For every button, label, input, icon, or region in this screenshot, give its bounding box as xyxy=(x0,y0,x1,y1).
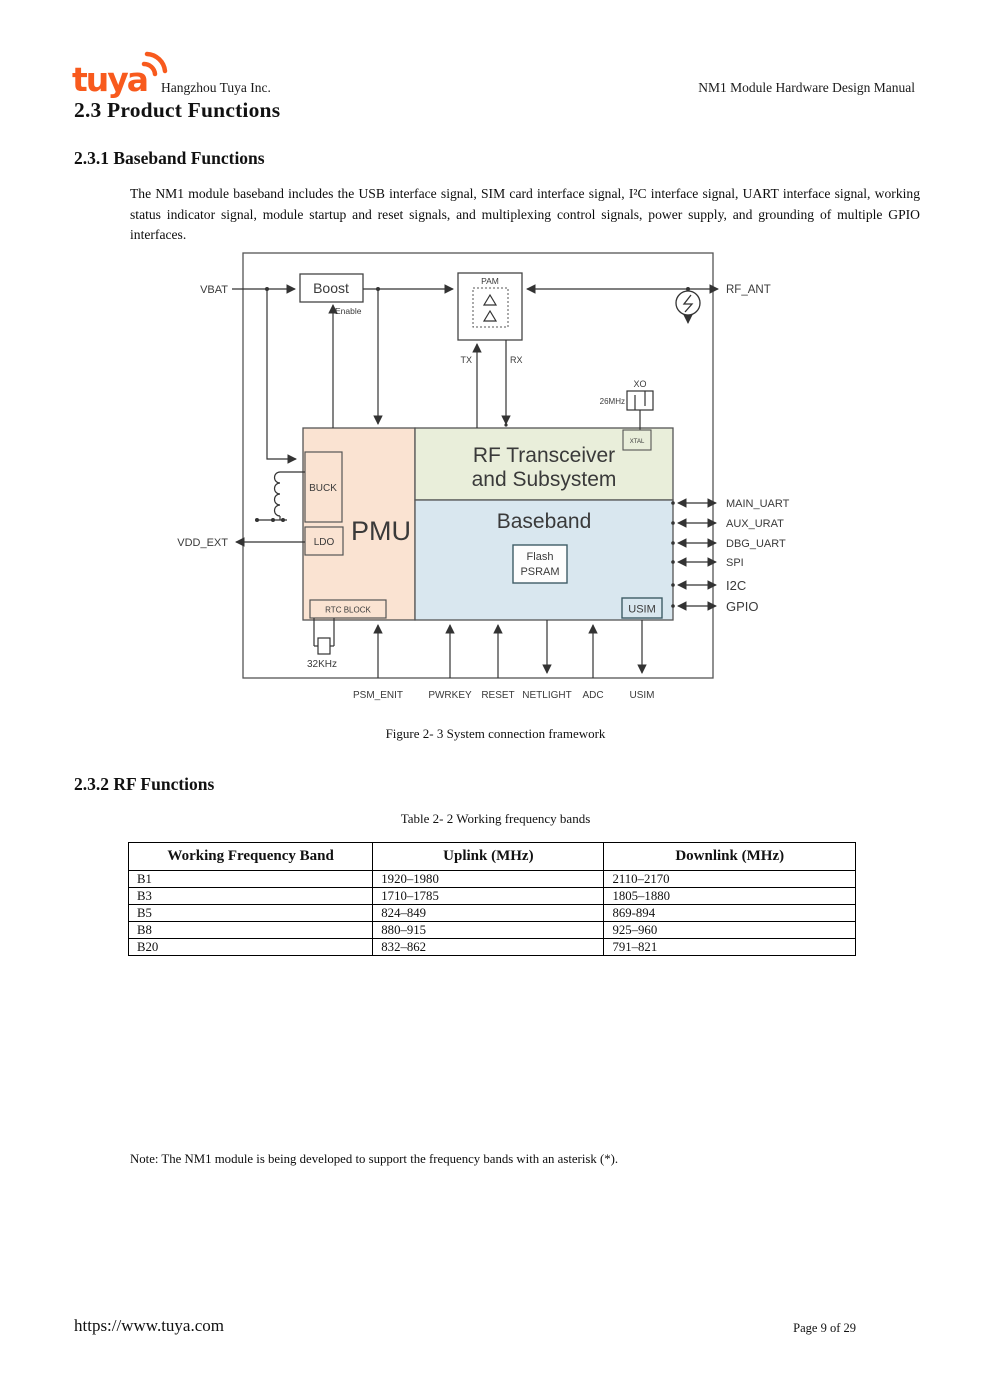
system-diagram xyxy=(160,248,830,705)
flash-label: Flash xyxy=(526,551,554,563)
buck-label: BUCK xyxy=(309,483,337,494)
vbat-label: VBAT xyxy=(200,284,228,296)
col-header-uplink: Uplink (MHz) xyxy=(373,843,604,871)
xo-crystal-icon xyxy=(627,391,653,410)
section-2-3-1-heading: 2.3.1 Baseband Functions xyxy=(74,148,265,168)
wifi-arcs-icon xyxy=(144,54,165,74)
aux-urat-pin-label: AUX_URAT xyxy=(726,518,784,530)
table-row xyxy=(129,905,856,922)
psram-label: PSRAM xyxy=(520,566,560,578)
flash-psram-block xyxy=(513,545,567,583)
xo-label: XO xyxy=(633,379,647,389)
company-name: Hangzhou Tuya Inc. xyxy=(161,80,271,95)
footer-url: https://www.tuya.com xyxy=(74,1316,224,1335)
page-number: Page 9 of 29 xyxy=(793,1321,856,1335)
pmu-label: PMU xyxy=(351,516,411,546)
frequency-band-table xyxy=(128,842,856,956)
main-uart-pin-label: MAIN_UART xyxy=(726,498,790,510)
rf-transceiver-label-2: and Subsystem xyxy=(471,468,617,491)
rtc-block-label: RTC BLOCK xyxy=(325,605,371,615)
uplink-cell: 880–915 xyxy=(373,922,604,939)
buck-block xyxy=(305,452,342,522)
uplink-cell: 824–849 xyxy=(373,905,604,922)
vdd-ext-label: VDD_EXT xyxy=(177,537,228,549)
uplink-cell: 1920–1980 xyxy=(373,871,604,888)
note-text: Note: The NM1 module is being developed to support the frequency bands with an asterisk (*). xyxy=(130,1152,619,1166)
section-2-3-2-heading: 2.3.2 RF Functions xyxy=(74,774,215,794)
downlink-cell: 925–960 xyxy=(604,922,856,939)
figure-caption: Figure 2- 3 System connection framework xyxy=(385,726,606,741)
downlink-cell: 1805–1880 xyxy=(604,888,856,905)
rtc-block xyxy=(310,600,386,618)
enable-label: Enable xyxy=(335,306,362,316)
pam-label: PAM xyxy=(481,276,499,286)
table-row xyxy=(129,871,856,888)
tx-label: TX xyxy=(460,355,472,365)
band-cell: B3 xyxy=(129,888,373,905)
esd-protection-icon xyxy=(676,291,700,315)
rf-transceiver-label-1: RF Transceiver xyxy=(472,444,616,467)
pam-block xyxy=(458,273,522,340)
psm-enit-pin-label: PSM_ENIT xyxy=(352,690,404,701)
col-header-downlink: Downlink (MHz) xyxy=(604,843,856,871)
rf-ant-label: RF_ANT xyxy=(726,284,771,296)
downlink-cell: 869-894 xyxy=(604,905,856,922)
dbg-uart-pin-label: DBG_UART xyxy=(726,538,786,550)
ldo-label: LDO xyxy=(313,537,335,548)
table-row xyxy=(129,939,856,956)
table-row xyxy=(129,922,856,939)
baseband-label: Baseband xyxy=(496,510,592,533)
spi-pin-label: SPI xyxy=(726,557,744,569)
table-caption: Table 2- 2 Working frequency bands xyxy=(400,811,591,826)
inductor-icon xyxy=(275,472,281,516)
usim-block-label: USIM xyxy=(628,603,656,616)
32khz-label: 32KHz xyxy=(307,659,338,670)
uplink-cell: 832–862 xyxy=(373,939,604,956)
table-header-row xyxy=(129,843,856,871)
reset-pin-label: RESET xyxy=(481,690,515,701)
baseband-paragraph: The NM1 module baseband includes the USB interface signal, SIM card interface signal, I²C interface signal, UART interface signal, working status indicator signal, module startup and reset signals, and multiplexing control signals, power supply, and grounding of multiple GPIO interfaces. xyxy=(130,186,920,243)
band-cell: B8 xyxy=(129,922,373,939)
netlight-pin-label: NETLIGHT xyxy=(522,690,572,701)
section-2-3-heading: 2.3 Product Functions xyxy=(74,98,281,122)
xtal-label: XTAL xyxy=(629,439,645,445)
tuya-logo-text: tuya xyxy=(72,60,148,99)
document-title: NM1 Module Hardware Design Manual xyxy=(698,80,915,95)
downlink-cell: 791–821 xyxy=(604,939,856,956)
ldo-block xyxy=(305,527,343,555)
tuya-logo xyxy=(70,50,170,102)
boost-block xyxy=(300,274,363,302)
xo-freq-label: 26MHz xyxy=(599,397,625,406)
i2c-pin-label: I2C xyxy=(726,578,747,593)
usim-pin-label: USIM xyxy=(629,690,655,701)
32khz-crystal-icon xyxy=(318,638,330,654)
table-row xyxy=(129,888,856,905)
band-cell: B5 xyxy=(129,905,373,922)
col-header-band: Working Frequency Band xyxy=(129,843,373,871)
band-cell: B1 xyxy=(129,871,373,888)
downlink-cell: 2110–2170 xyxy=(604,871,856,888)
boost-label: Boost xyxy=(313,280,349,296)
band-cell: B20 xyxy=(129,939,373,956)
uplink-cell: 1710–1785 xyxy=(373,888,604,905)
rx-label: RX xyxy=(510,355,523,365)
xtal-block xyxy=(623,430,651,450)
pwrkey-pin-label: PWRKEY xyxy=(428,690,472,701)
adc-pin-label: ADC xyxy=(582,690,604,701)
usim-block xyxy=(622,598,662,618)
gpio-pin-label: GPIO xyxy=(726,599,759,614)
